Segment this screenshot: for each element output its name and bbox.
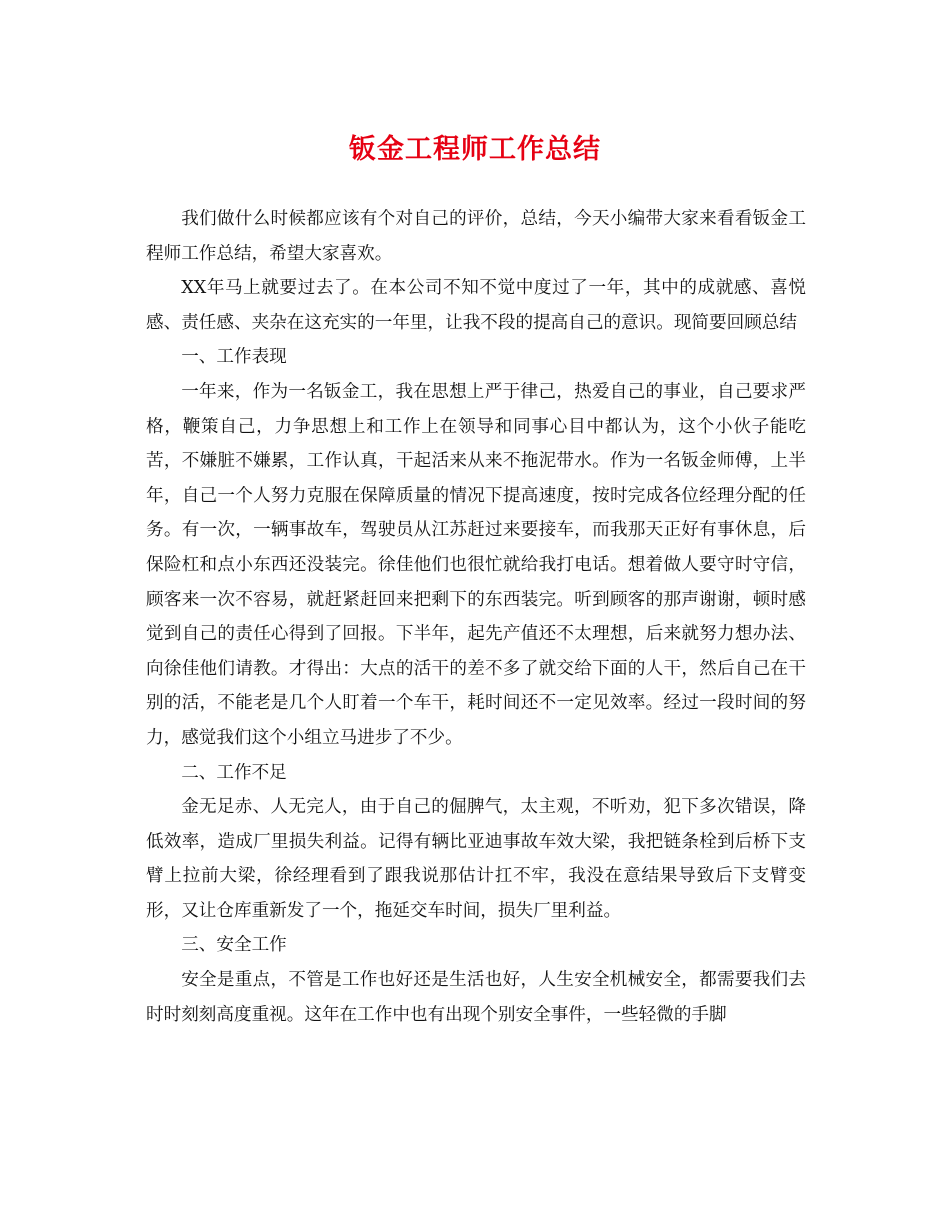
paragraph-work-shortcomings: 金无足赤、人无完人，由于自己的倔脾气，太主观，不听劝，犯下多次错误，降低效率，造成厂里损失利益。记得有辆比亚迪事故车效大梁，我把链条栓到后桥下支臂上拉前大梁，徐经理看到了跟我说那估计扛不牢，我没在意结果导致后下支臂变形，又让仓库重新发了一个，拖延交车时间，损失厂里利益。 <box>146 797 806 921</box>
heading-work-performance: 一、工作表现 <box>181 347 287 368</box>
document-title: 钣金工程师工作总结 <box>349 134 601 165</box>
paragraph-work-performance: 一年来，作为一名钣金工，我在思想上严于律己，热爱自己的事业，自己要求严格，鞭策自己，力争思想上和工作上在领导和同事心目中都认为，这个小伙子能吃苦，不嫌脏不嫌累，工作认真，干起活来从来不拖泥带水。作为一名钣金师傅，上半年，自己一个人努力克服在保障质量的情况下提高速度，按时完成各位经理分配的任务。有一次，一辆事故车，驾驶员从江苏赶过来要接车，而我那天正好有事休息，后保险杠和点小东西还没装完。徐佳他们也很忙就给我打电话。想着做人要守时守信，顾客来一次不容易，就赶紧赶回来把剩下的东西装完。听到顾客的那声谢谢，顿时感觉到自己的责任心得到了回报。下半年，起先产值还不太理想，后来就努力想办法、向徐佳他们请教。才得出：大点的活干的差不多了就交给下面的人干，然后自己在干别的活，不能老是几个人盯着一个车干，耗时间还不一定见效率。经过一段时间的努力，感觉我们这个小组立马进步了不少。 <box>146 381 806 748</box>
heading-safety-work: 三、安全工作 <box>181 935 287 956</box>
paragraph-year-summary: XX年马上就要过去了。在本公司不知不觉中度过了一年，其中的成就感、喜悦感、责任感、夹杂在这充实的一年里，让我不段的提高自己的意识。现简要回顾总结 <box>146 278 806 333</box>
document-body <box>146 202 806 1032</box>
paragraph-intro: 我们做什么时候都应该有个对自己的评价，总结，今天小编带大家来看看钣金工程师工作总结，希望大家喜欢。 <box>146 209 806 264</box>
paragraph-safety-work: 安全是重点，不管是工作也好还是生活也好，人生安全机械安全，都需要我们去时时刻刻高度重视。这年在工作中也有出现个别安全事件，一些轻微的手脚 <box>146 970 806 1025</box>
heading-work-shortcomings: 二、工作不足 <box>181 762 287 783</box>
